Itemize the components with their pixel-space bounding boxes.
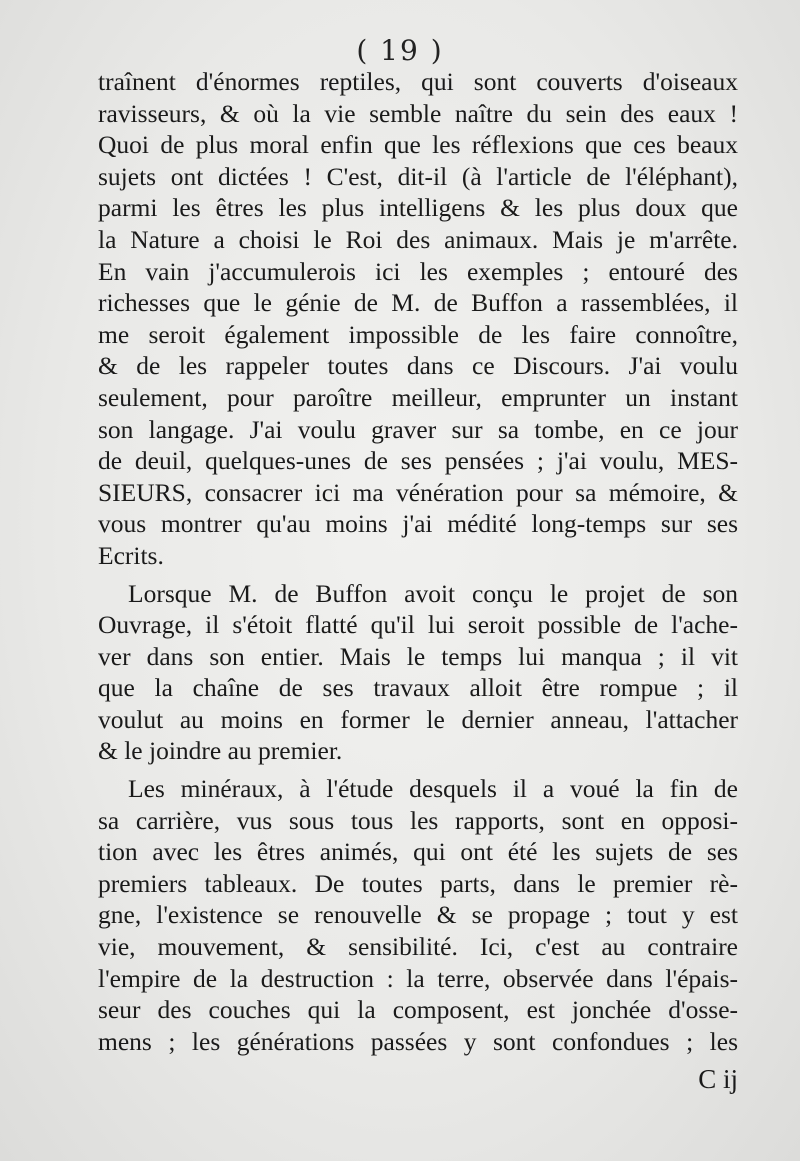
- text-line: SIEURS, consacrer ici ma vénération pour sa mémoire, &: [98, 477, 738, 507]
- catchword-signature: C ij: [698, 1064, 738, 1094]
- text-line: son langage. J'ai voulu graver sur sa tombe, en ce jour: [98, 414, 738, 444]
- text-line: Ecrits.: [98, 540, 164, 570]
- text-line: tion avec les êtres animés, qui ont été les sujets de ses: [98, 837, 738, 867]
- text-line: richesses que le génie de M. de Buffon a rassemblées, il: [98, 288, 738, 318]
- text-line: ver dans son entier. Mais le temps lui manqua ; il vit: [98, 641, 738, 671]
- text-line: Ouvrage, il s'étoit flatté qu'il lui seroit possible de l'ache-: [98, 610, 738, 640]
- text-line: parmi les êtres les plus intelligens & les plus doux que: [98, 193, 738, 223]
- text-line: premiers tableaux. De toutes parts, dans le premier rè-: [98, 868, 738, 898]
- text-line: En vain j'accumulerois ici les exemples ; entouré des: [98, 256, 738, 286]
- text-line: vous montrer qu'au moins j'ai médité long-temps sur ses: [98, 509, 738, 539]
- text-line: l'empire de la destruction : la terre, observée dans l'épais-: [98, 963, 738, 993]
- text-line: vie, mouvement, & sensibilité. Ici, c'est au contraire: [98, 932, 738, 962]
- text-line: sa carrière, vus sous tous les rapports, sont en opposi-: [98, 805, 738, 835]
- page-number: ( 19 ): [356, 34, 444, 67]
- text-line: me seroit également impossible de les faire connoître,: [98, 319, 738, 349]
- text-line: & le joindre au premier.: [98, 736, 343, 766]
- text-line: voulut au moins en former le dernier anneau, l'attacher: [98, 704, 738, 734]
- text-line: mens ; les générations passées y sont confondues ; les: [98, 1026, 738, 1056]
- text-line: que la chaîne de ses travaux alloit être rompue ; il: [98, 673, 738, 703]
- text-line: ravisseurs, & où la vie semble naître du sein des eaux !: [98, 98, 738, 128]
- text-line: seur des couches qui la composent, est jonchée d'osse-: [98, 995, 738, 1025]
- text-line: Les minéraux, à l'étude desquels il a voué la fin de: [128, 774, 738, 804]
- text-line: la Nature a choisi le Roi des animaux. Mais je m'arrête.: [98, 224, 738, 254]
- text-line: seulement, pour paroître meilleur, emprunter un instant: [98, 382, 738, 412]
- text-line: sujets ont dictées ! C'est, dit-il (à l'article de l'éléphant),: [98, 161, 738, 191]
- text-line: Quoi de plus moral enfin que les réflexions que ces beaux: [98, 130, 738, 160]
- text-line: traînent d'énormes reptiles, qui sont couverts d'oiseaux: [98, 67, 738, 96]
- text-line: & de les rappeler toutes dans ce Discours. J'ai voulu: [98, 351, 738, 381]
- text-line: gne, l'existence se renouvelle & se propage ; tout y est: [98, 900, 738, 930]
- text-line: Lorsque M. de Buffon avoit conçu le projet de son: [128, 578, 738, 608]
- text-line: de deuil, quelques-unes de ses pensées ; j'ai voulu, MES-: [98, 446, 738, 476]
- body-text: [98, 66, 738, 1057]
